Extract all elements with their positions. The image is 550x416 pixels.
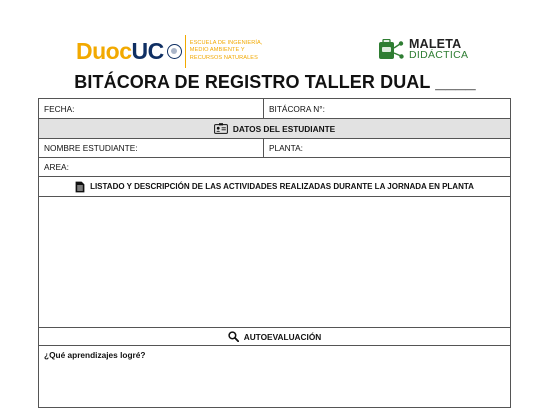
nombre-estudiante-field[interactable] — [39, 139, 264, 157]
actividades-header — [39, 177, 510, 197]
maleta-brand-icon — [378, 39, 404, 61]
school-line-2: MEDIO AMBIENTE Y — [189, 47, 245, 54]
fecha-row — [39, 99, 510, 119]
uc-word: UC — [131, 37, 164, 64]
maleta-wordmark — [409, 38, 468, 61]
area-field[interactable] — [39, 158, 510, 176]
aprendizajes-field[interactable] — [39, 346, 510, 416]
fecha-label: FECHA: — [44, 103, 75, 114]
autoevaluacion-title: AUTOEVALUACIÓN — [243, 331, 322, 342]
document-icon — [75, 181, 85, 193]
maleta-word: MALETA — [409, 37, 462, 51]
planta-label: PLANTA: — [269, 143, 303, 153]
bitacora-number-label: BITÁCORA N°: — [269, 103, 325, 114]
bitacora-number-field[interactable] — [264, 99, 510, 118]
autoevaluacion-heading — [39, 328, 510, 345]
duoc-uc-logo — [76, 34, 263, 68]
aprendizajes-question: ¿Qué aprendizajes logré? — [44, 350, 146, 360]
area-row — [39, 158, 510, 177]
actividades-textarea[interactable] — [39, 197, 510, 328]
duoc-word: Duoc — [76, 37, 132, 64]
didactica-word: DIDÁCTICA — [409, 49, 469, 61]
school-line-1: ESCUELA DE INGENIERÍA, — [189, 39, 263, 46]
bitacora-form — [38, 98, 511, 408]
nombre-estudiante-label: NOMBRE ESTUDIANTE: — [44, 143, 138, 153]
datos-estudiante-header — [39, 119, 510, 139]
actividades-title: LISTADO Y DESCRIPCIÓN DE LAS ACTIVIDADES REALIZADAS DURANTE LA JORNADA EN PLANTA — [90, 182, 474, 191]
duoc-uc-wordmark — [76, 37, 164, 64]
magnifier-icon — [228, 331, 239, 342]
school-line-3: RECURSOS NATURALES — [189, 54, 258, 61]
datos-estudiante-title: DATOS DEL ESTUDIANTE — [232, 123, 336, 134]
datos-estudiante-heading — [39, 119, 510, 138]
page-title: BITÁCORA DE REGISTRO TALLER DUAL ____ — [74, 72, 476, 92]
maleta-didactica-logo — [378, 38, 468, 61]
actividades-heading — [39, 177, 510, 196]
autoevaluacion-header — [39, 328, 510, 346]
seal-icon — [167, 44, 182, 59]
fecha-field[interactable] — [39, 99, 264, 118]
nombre-row — [39, 139, 510, 158]
school-name — [185, 35, 263, 68]
id-card-icon — [214, 123, 228, 134]
planta-field[interactable] — [264, 139, 510, 157]
area-label: AREA: — [44, 162, 69, 172]
